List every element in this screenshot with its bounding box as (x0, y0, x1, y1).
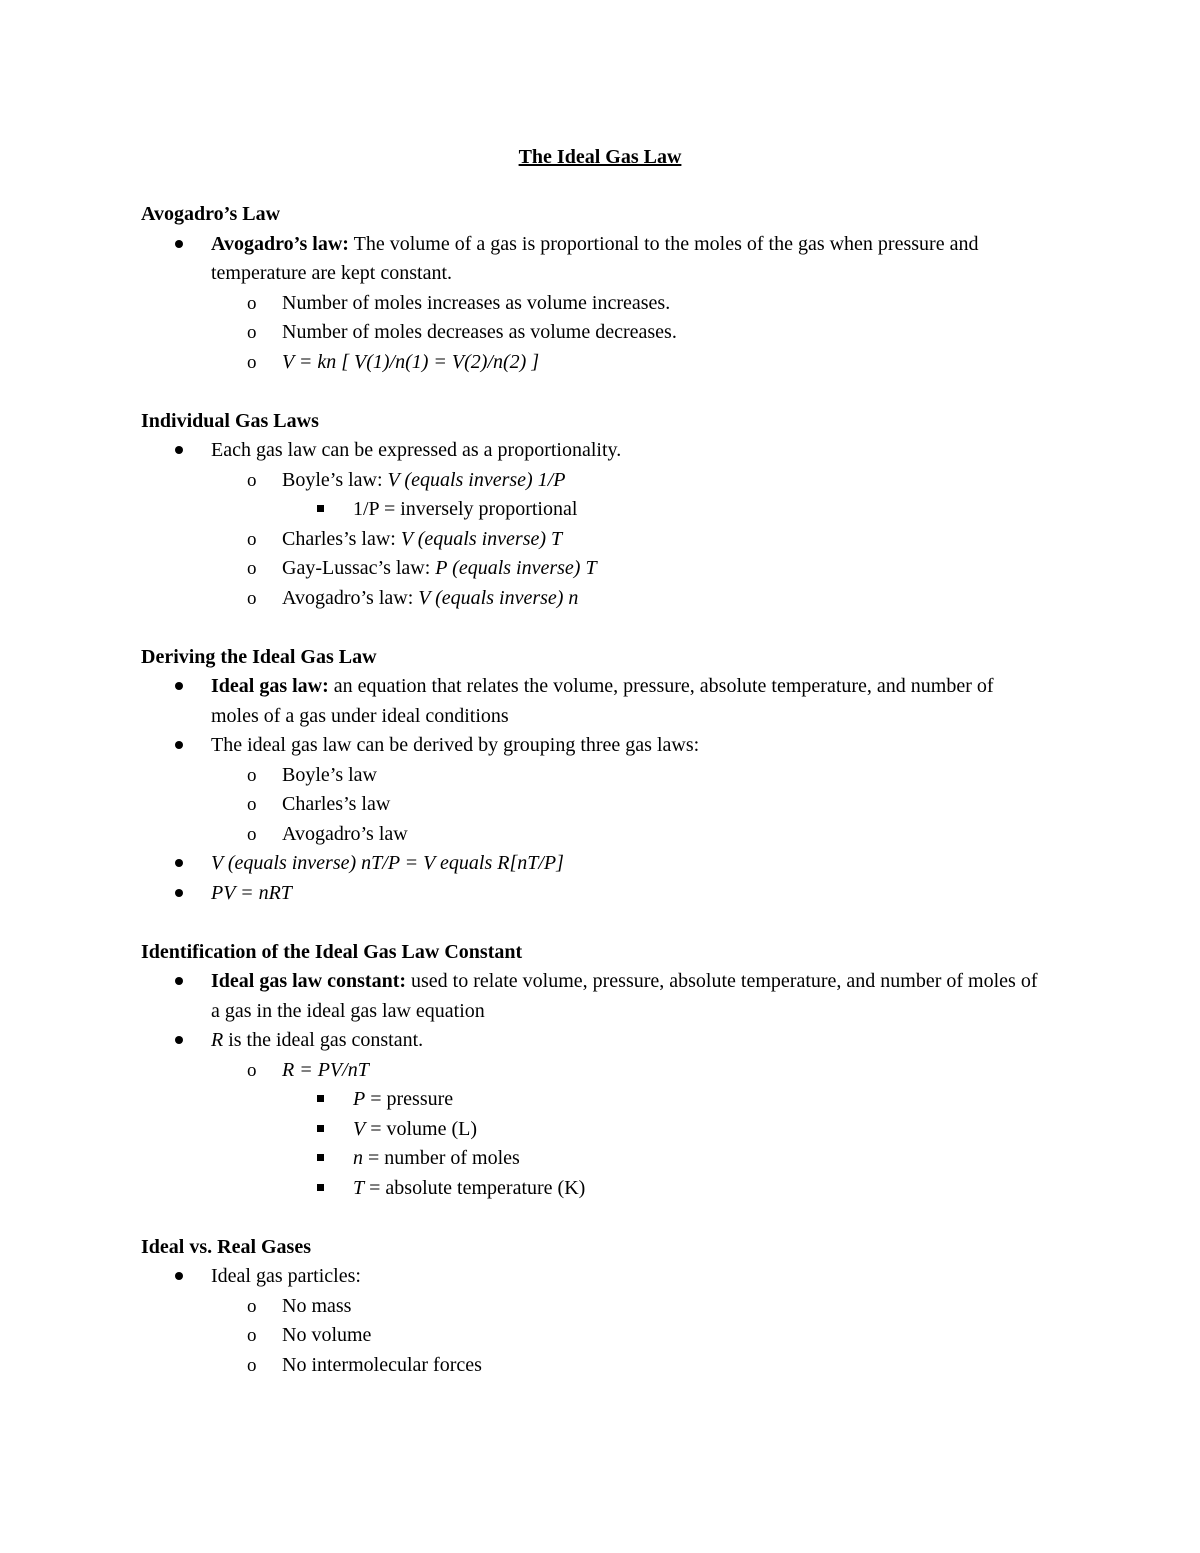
section-constant (141, 938, 1041, 1204)
list-item (141, 1144, 1041, 1174)
list-item (141, 1292, 1041, 1322)
list-item (141, 820, 1041, 850)
bullet-dot-icon (175, 240, 183, 248)
item-text: = pressure (365, 1088, 454, 1110)
list-item (141, 348, 1041, 378)
item-text: = volume (L) (365, 1117, 478, 1140)
section-ideal-vs-real (141, 1233, 1041, 1381)
list-item (141, 289, 1041, 319)
list-item (141, 1026, 1041, 1056)
law-label: Avogadro’s law: (282, 586, 419, 609)
formula: V (equals inverse) nT/P = V equals R[nT/P] (211, 852, 564, 874)
definition: an equation that relates the volume, pressure, absolute temperature, and number of moles of a gas under ideal conditions (211, 675, 994, 727)
bullet-dot-icon (175, 446, 183, 454)
item-text: No intermolecular forces (282, 1353, 482, 1376)
list-item (141, 584, 1041, 614)
variable: P (353, 1088, 366, 1110)
bullet-circle-icon: o (247, 1059, 257, 1081)
bullet-circle-icon: o (247, 469, 257, 491)
list-item (141, 1056, 1041, 1086)
list-item (141, 761, 1041, 791)
list-item (141, 1085, 1041, 1115)
bullet-circle-icon: o (247, 1354, 257, 1376)
item-text: is the ideal gas constant. (223, 1029, 424, 1051)
list-item (141, 554, 1041, 584)
definition: used to relate volume, pressure, absolute temperature, and number of moles of a gas in the ideal gas law equation (211, 970, 1038, 1022)
list-item (141, 1351, 1041, 1381)
bullet-dot-icon (175, 1036, 183, 1044)
bullet-dot-icon (175, 977, 183, 985)
section-heading: Deriving the Ideal Gas Law (141, 645, 377, 668)
document-body (141, 200, 1041, 1410)
item-text: Avogadro’s law (282, 822, 408, 845)
list-item (141, 1262, 1041, 1292)
list-item (141, 790, 1041, 820)
bullet-circle-icon: o (247, 794, 257, 815)
list-item (141, 495, 1041, 525)
formula: R = PV/nT (282, 1058, 369, 1081)
list-item (141, 525, 1041, 555)
list-item (141, 1321, 1041, 1351)
item-text: Number of moles increases as volume increases. (282, 291, 671, 314)
item-text: Ideal gas particles: (211, 1265, 361, 1287)
formula: V (equals inverse) n (418, 586, 579, 609)
list-item (141, 1174, 1041, 1204)
variable: V (353, 1117, 366, 1140)
section-deriving (141, 643, 1041, 909)
item-text: Number of moles decreases as volume decreases. (282, 321, 677, 343)
formula: V (equals inverse) 1/P (387, 468, 566, 491)
item-text: Boyle’s law (282, 763, 377, 786)
bullet-circle-icon: o (247, 351, 257, 373)
term: Ideal gas law constant: (211, 970, 407, 992)
bullet-circle-icon: o (247, 1295, 257, 1317)
bullet-dot-icon (175, 889, 183, 897)
bullet-square-icon (317, 1125, 324, 1132)
item-text: = absolute temperature (K) (364, 1176, 586, 1199)
bullet-dot-icon (175, 741, 183, 749)
bullet-circle-icon: o (247, 292, 257, 314)
item-text: The ideal gas law can be derived by grouping three gas laws: (211, 734, 700, 756)
bullet-circle-icon: o (247, 528, 257, 550)
bullet-square-icon (317, 1095, 324, 1102)
formula: PV = nRT (211, 881, 292, 904)
section-heading: Ideal vs. Real Gases (141, 1235, 311, 1258)
variable: R (211, 1029, 224, 1051)
section-heading: Identification of the Ideal Gas Law Constant (141, 940, 523, 963)
bullet-circle-icon: o (247, 823, 257, 845)
list-item (141, 230, 1041, 289)
bullet-circle-icon: o (247, 587, 257, 609)
term: Avogadro’s law: (211, 232, 349, 255)
list-item (141, 731, 1041, 761)
list-item (141, 318, 1041, 348)
item-text: No mass (282, 1294, 352, 1317)
section-heading: Avogadro’s Law (141, 203, 281, 225)
list-item (141, 672, 1041, 731)
bullet-dot-icon (175, 859, 183, 867)
list-item (141, 436, 1041, 466)
formula: V = kn [ V(1)/n(1) = V(2)/n(2) ] (282, 350, 540, 373)
bullet-circle-icon: o (247, 764, 257, 786)
bullet-square-icon (317, 1154, 324, 1161)
bullet-circle-icon: o (247, 558, 257, 579)
bullet-dot-icon (175, 1272, 183, 1280)
definition: The volume of a gas is proportional to the moles of the gas when pressure and temperature are kept constant. (211, 232, 979, 284)
bullet-square-icon (317, 1184, 324, 1191)
item-text: 1/P = inversely proportional (353, 498, 578, 520)
formula: P (equals inverse) T (435, 557, 597, 579)
bullet-square-icon (317, 505, 324, 512)
section-avogadro (141, 200, 1041, 377)
bullet-dot-icon (175, 682, 183, 690)
list-item (141, 466, 1041, 496)
variable: T (353, 1176, 365, 1199)
formula: V (equals inverse) T (400, 527, 563, 550)
list-item (141, 1115, 1041, 1145)
bullet-circle-icon: o (247, 1325, 257, 1346)
page-title: The Ideal Gas Law (518, 146, 682, 168)
item-text: Charles’s law (282, 793, 391, 815)
section-individual-gas-laws (141, 407, 1041, 614)
item-text: Each gas law can be expressed as a proportionality. (211, 439, 622, 461)
list-item (141, 849, 1041, 879)
bullet-circle-icon: o (247, 322, 257, 343)
item-text: No volume (282, 1324, 372, 1346)
variable: n (353, 1147, 363, 1169)
section-heading: Individual Gas Laws (141, 409, 319, 432)
item-text: = number of moles (363, 1147, 520, 1169)
law-label: Boyle’s law: (282, 468, 388, 491)
law-label: Gay-Lussac’s law: (282, 557, 436, 579)
term: Ideal gas law: (211, 675, 329, 697)
list-item (141, 879, 1041, 909)
law-label: Charles’s law: (282, 527, 401, 550)
list-item (141, 967, 1041, 1026)
